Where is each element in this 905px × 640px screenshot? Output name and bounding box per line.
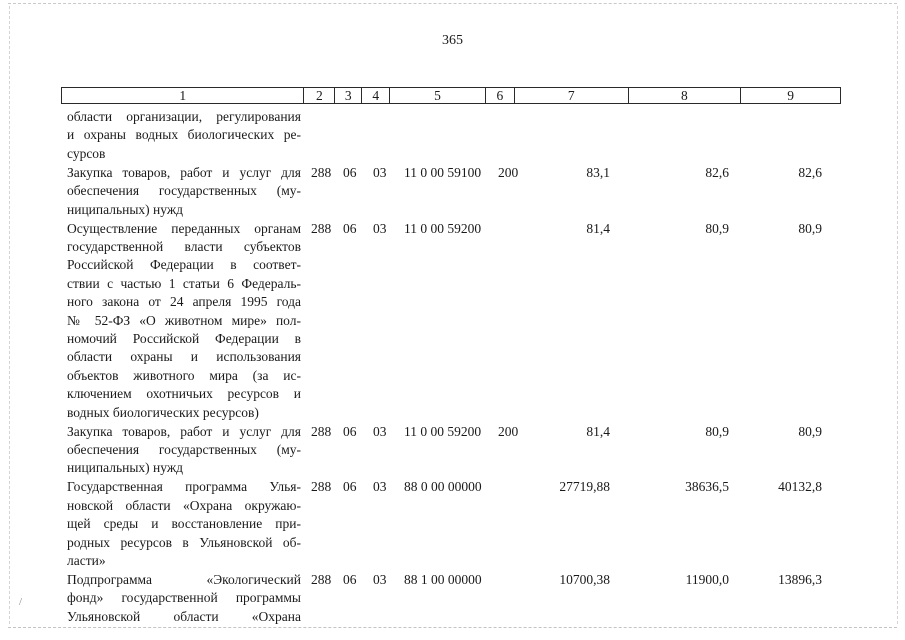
row-col-3: 06 <box>343 423 357 439</box>
row-col-9: 13896,3 <box>778 572 822 587</box>
row-col-5: 88 1 00 00000 <box>404 572 482 587</box>
header-col-8: 8 <box>629 88 742 103</box>
page-number: 365 <box>442 33 463 48</box>
row-name-line: номочий Российской Федерации в <box>67 330 301 346</box>
row-name-line: новской области «Охрана окружаю- <box>67 497 301 513</box>
row-col-8: 11900,0 <box>685 572 729 587</box>
row-name-line: обеспечения государственных (му- <box>67 183 301 199</box>
row-col-7: 81,4 <box>586 220 610 236</box>
scan-edge-bottom <box>8 627 897 628</box>
row-col-9: 40132,8 <box>778 479 822 495</box>
header-col-5: 5 <box>390 88 486 103</box>
row-name-line: объектов животного мира (за ис- <box>67 367 301 383</box>
row-col-5: 11 0 00 59200 <box>404 220 482 236</box>
row-name-line: родных ресурсов в Ульяновской об- <box>67 534 301 550</box>
row-col-7: 10700,38 <box>559 572 610 587</box>
header-col-2: 2 <box>304 88 335 103</box>
row-col-7: 27719,88 <box>559 479 610 495</box>
header-col-1: 1 <box>62 88 304 103</box>
header-col-4: 4 <box>362 88 390 103</box>
row-name-line: Закупка товаров, работ и услуг для <box>67 164 301 180</box>
row-name <box>67 478 301 570</box>
row-col-4: 03 <box>373 220 387 236</box>
row-name <box>67 571 301 626</box>
row-col-3: 06 <box>343 220 357 236</box>
row-col-4: 03 <box>373 423 387 439</box>
row-name-line: ного закона от 24 апреля 1995 года <box>67 294 301 310</box>
table-header <box>61 87 841 104</box>
row-col-4: 03 <box>373 572 387 587</box>
row-col-2: 288 <box>311 220 332 236</box>
header-col-7: 7 <box>515 88 629 103</box>
row-col-6: 200 <box>498 423 519 439</box>
header-col-9: 9 <box>787 88 794 103</box>
row-name <box>67 423 301 478</box>
row-name-line: ниципальных) нужд <box>67 201 184 217</box>
row-col-4: 03 <box>373 164 387 180</box>
row-name-line: водных биологических ресурсов) <box>67 404 259 420</box>
row-col-5: 88 0 00 00000 <box>404 479 482 495</box>
row-col-4: 03 <box>373 479 387 495</box>
row-name <box>67 220 301 422</box>
header-col-6: 6 <box>486 88 515 103</box>
row-col-2: 288 <box>311 479 332 495</box>
row-name-line: № 52-ФЗ «О животном мире» пол- <box>67 312 301 328</box>
row-name <box>67 108 301 163</box>
scan-mark: / <box>19 596 23 608</box>
row-name-line: Закупка товаров, работ и услуг для <box>67 423 301 439</box>
row-col-9: 80,9 <box>798 220 822 236</box>
row-name-line: области охраны и использования <box>67 349 301 365</box>
row-name-line: Подпрограмма «Экологический <box>67 572 301 587</box>
row-col-5: 11 0 00 59200 <box>404 423 482 439</box>
row-col-7: 83,1 <box>586 164 610 180</box>
row-col-8: 38636,5 <box>685 479 729 495</box>
row-name-line: щей среды и восстановление при- <box>67 516 301 532</box>
row-name-line: Осуществление переданных органам <box>67 220 301 236</box>
row-col-3: 06 <box>343 479 357 495</box>
row-name-line: области организации, регулирования <box>67 109 301 124</box>
scan-edge-left <box>9 6 10 624</box>
scan-edge-right <box>897 6 898 624</box>
row-name-line: государственной власти субъектов <box>67 238 301 254</box>
row-name-line: Ульяновской области «Охрана <box>67 608 301 624</box>
row-col-2: 288 <box>311 572 332 587</box>
row-name-line: Российской Федерации в соответ- <box>67 257 301 273</box>
row-name <box>67 164 301 219</box>
row-col-3: 06 <box>343 164 357 180</box>
row-col-7: 81,4 <box>586 423 610 439</box>
row-col-6: 200 <box>498 164 519 180</box>
header-col-3: 3 <box>335 88 362 103</box>
row-name-line: фонд» государственной программы <box>67 590 301 606</box>
row-col-8: 80,9 <box>705 423 729 439</box>
row-col-3: 06 <box>343 572 357 587</box>
scan-edge-top <box>8 3 897 4</box>
row-name-line: ниципальных) нужд <box>67 460 184 476</box>
row-col-2: 288 <box>311 164 332 180</box>
row-name-line: и охраны водных биологических ре- <box>67 127 301 143</box>
row-name-line: ключением охотничьих ресурсов и <box>67 386 301 402</box>
row-name-line: ствии с частью 1 статьи 6 Федераль- <box>67 275 301 291</box>
row-name-line: сурсов <box>67 145 106 161</box>
row-col-2: 288 <box>311 423 332 439</box>
row-col-9: 82,6 <box>798 164 822 180</box>
row-name-line: Государственная программа Улья- <box>67 479 301 495</box>
row-name-line: ласти» <box>67 552 106 568</box>
row-col-9: 80,9 <box>798 423 822 439</box>
row-name-line: обеспечения государственных (му- <box>67 441 301 457</box>
row-col-5: 11 0 00 59100 <box>404 164 482 180</box>
row-col-8: 82,6 <box>705 164 729 180</box>
row-col-8: 80,9 <box>705 220 729 236</box>
